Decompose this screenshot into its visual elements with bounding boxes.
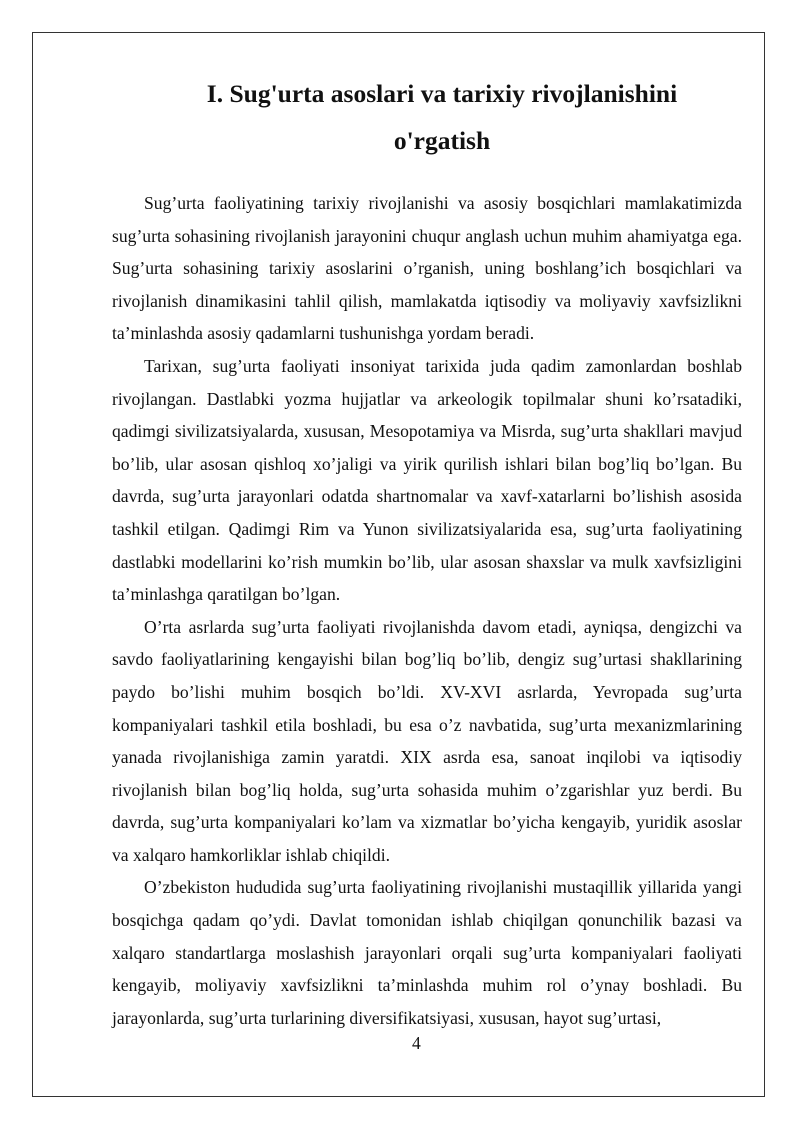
paragraph-4: O’zbekiston hududida sug’urta faoliyatining rivojlanishi mustaqillik yillarida yangi bosqichga qadam qo’ydi. Davlat tomonidan ishlab chiqilgan qonunchilik bazasi va xalqaro standartlarga moslashish jarayonlari orqali sug’urta kompaniyalari faoliyati kengayib, moliyaviy xavfsizlikni ta’minlashda muhim rol o’ynay boshladi. Bu jarayonlarda, sug’urta turlarining diversifikatsiyasi, xususan, hayot sug’urtasi, — [112, 877, 742, 1028]
section-title-line-2: o'rgatish — [393, 126, 491, 155]
body-text — [112, 187, 742, 1034]
section-title-line-1: I. Sug'urta asoslari va tarixiy rivojlanishini — [206, 79, 678, 108]
page-number: 4 — [412, 1033, 421, 1053]
paragraph-1: Sug’urta faoliyatining tarixiy rivojlanishi va asosiy bosqichlari mamlakatimizda sug’urta sohasining rivojlanish jarayonini chuqur anglash uchun muhim ahamiyatga ega. Sug’urta sohasining tarixiy asoslarini o’rganish, uning boshlang’ich bosqichlari va rivojlanish dinamikasini tahlil qilish, mamlakatda iqtisodiy va moliyaviy xavfsizlikni ta’minlashda asosiy qadamlarni tushunishga yordam beradi. — [112, 193, 742, 344]
paragraph-3: O’rta asrlarda sug’urta faoliyati rivojlanishda davom etadi, ayniqsa, dengizchi va savdo faoliyatlarining kengayishi bilan bog’liq bo’lib, dengiz sug’urtasi shakllarining paydo bo’lishi muhim bosqich bo’ldi. XV-XVI asrlarda, Yevropada sug’urta kompaniyalari tashkil etila boshladi, bu esa o’z navbatida, sug’urta mexanizmlarining yanada rivojlanishiga zamin yaratdi. XIX asrda esa, sanoat inqilobi va iqtisodiy rivojlanish bilan bog’liq holda, sug’urta sohasida muhim o’zgarishlar yuz berdi. Bu davrda, sug’urta kompaniyalari ko’lam va xizmatlar bo’yicha kengayib, yuridik asoslar va xalqaro hamkorliklar ishlab chiqildi. — [112, 616, 742, 865]
paragraph-2: Tarixan, sug’urta faoliyati insoniyat tarixida juda qadim zamonlardan boshlab rivojlangan. Dastlabki yozma hujjatlar va arkeologik topilmalar shuni ko’rsatadiki, qadimgi sivilizatsiyalarda, xususan, Mesopotamiya va Misrda, sug’urta shakllari mavjud bo’lib, ular asosan qishloq xo’jaligi va yirik qurilish ishlari bilan bog’liq bo’lgan. Bu davrda, sug’urta jarayonlari odatda shartnomalar va xavf-xatarlarni bo’lishish asosida tashkil etilgan. Qadimgi Rim va Yunon sivilizatsiyalarida esa, sug’urta faoliyatining dastlabki modellarini ko’rish mumkin bo’lib, ular asosan shaxslar va mulk xavfsizligini ta’minlashga qaratilgan bo’lgan. — [112, 355, 742, 605]
